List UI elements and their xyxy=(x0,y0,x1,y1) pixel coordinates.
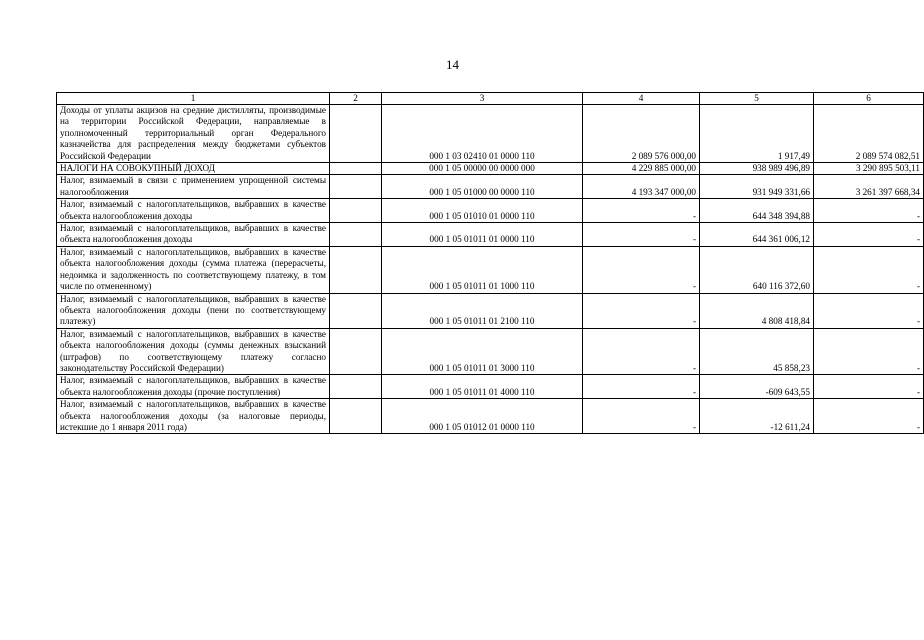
row-col2 xyxy=(330,328,382,375)
row-name: Налог, взимаемый с налогоплательщиков, выбравших в качестве объекта налогообложения доходы (за налоговые периоды, истекшие до 1 января 2011 года) xyxy=(57,399,330,434)
table-row xyxy=(57,293,924,328)
table-row xyxy=(57,199,924,223)
row-executed: 644 361 006,12 xyxy=(700,223,814,247)
row-executed: -609 643,55 xyxy=(700,375,814,399)
column-header-1: 1 xyxy=(57,93,330,105)
row-name: Налог, взимаемый в связи с применением упрощенной системы налогообложения xyxy=(57,175,330,199)
row-col2 xyxy=(330,223,382,247)
table-row xyxy=(57,163,924,175)
column-header-6: 6 xyxy=(814,93,924,105)
row-remaining: 2 089 574 082,51 xyxy=(814,105,924,163)
column-header-2: 2 xyxy=(330,93,382,105)
row-name: Налог, взимаемый с налогоплательщиков, выбравших в качестве объекта налогообложения доходы (суммы денежных взысканий (штрафов) по соответствующему платежу согласно законодательству Российской Федерации) xyxy=(57,328,330,375)
row-remaining: - xyxy=(814,223,924,247)
row-col2 xyxy=(330,293,382,328)
row-planned: - xyxy=(583,199,700,223)
row-executed: 45 858,23 xyxy=(700,328,814,375)
row-planned: - xyxy=(583,246,700,293)
row-name: Доходы от уплаты акцизов на средние дистилляты, производимые на территории Российской Федерации, направляемые в уполномоченный территориальный орган Федерального казначейства для распределения между бюджетами субъектов Российской Федерации xyxy=(57,105,330,163)
row-remaining: - xyxy=(814,375,924,399)
row-col2 xyxy=(330,163,382,175)
row-executed: 931 949 331,66 xyxy=(700,175,814,199)
row-name: Налог, взимаемый с налогоплательщиков, выбравших в качестве объекта налогообложения доходы xyxy=(57,223,330,247)
table-row xyxy=(57,399,924,434)
row-executed: 938 989 496,89 xyxy=(700,163,814,175)
table-row xyxy=(57,223,924,247)
table-row xyxy=(57,246,924,293)
row-name: Налог, взимаемый с налогоплательщиков, выбравших в качестве объекта налогообложения доходы (пени по соответствующему платежу) xyxy=(57,293,330,328)
row-code: 000 1 05 01011 01 3000 110 xyxy=(382,328,583,375)
row-planned: - xyxy=(583,293,700,328)
row-planned: - xyxy=(583,375,700,399)
row-col2 xyxy=(330,175,382,199)
row-remaining: - xyxy=(814,293,924,328)
row-remaining: - xyxy=(814,399,924,434)
row-code: 000 1 05 01010 01 0000 110 xyxy=(382,199,583,223)
column-header-3: 3 xyxy=(382,93,583,105)
row-code: 000 1 05 01000 00 0000 110 xyxy=(382,175,583,199)
row-executed: 640 116 372,60 xyxy=(700,246,814,293)
column-header-5: 5 xyxy=(700,93,814,105)
row-name: Налог, взимаемый с налогоплательщиков, выбравших в качестве объекта налогообложения доходы (прочие поступления) xyxy=(57,375,330,399)
header-row xyxy=(57,93,924,105)
table-row xyxy=(57,175,924,199)
table-row xyxy=(57,375,924,399)
column-header-4: 4 xyxy=(583,93,700,105)
row-col2 xyxy=(330,399,382,434)
row-code: 000 1 05 01011 01 4000 110 xyxy=(382,375,583,399)
row-col2 xyxy=(330,105,382,163)
row-executed: 4 808 418,84 xyxy=(700,293,814,328)
row-remaining: - xyxy=(814,246,924,293)
row-name: Налог, взимаемый с налогоплательщиков, выбравших в качестве объекта налогообложения доходы (сумма платежа (перерасчеты, недоимка и задолженность по соответствующему платежу, в том числе по отмененному) xyxy=(57,246,330,293)
row-code: 000 1 05 01011 01 1000 110 xyxy=(382,246,583,293)
table-row xyxy=(57,105,924,163)
row-code: 000 1 05 01012 01 0000 110 xyxy=(382,399,583,434)
row-planned: - xyxy=(583,223,700,247)
row-col2 xyxy=(330,199,382,223)
row-remaining: 3 290 895 503,11 xyxy=(814,163,924,175)
row-remaining: - xyxy=(814,328,924,375)
row-name: НАЛОГИ НА СОВОКУПНЫЙ ДОХОД xyxy=(57,163,330,175)
revenue-table xyxy=(56,92,924,434)
row-code: 000 1 05 00000 00 0000 000 xyxy=(382,163,583,175)
row-executed: 1 917,49 xyxy=(700,105,814,163)
row-planned: - xyxy=(583,328,700,375)
row-remaining: - xyxy=(814,199,924,223)
row-planned: 4 229 885 000,00 xyxy=(583,163,700,175)
row-planned: - xyxy=(583,399,700,434)
table-row xyxy=(57,328,924,375)
row-remaining: 3 261 397 668,34 xyxy=(814,175,924,199)
row-planned: 4 193 347 000,00 xyxy=(583,175,700,199)
page-number: 14 xyxy=(446,57,459,72)
row-col2 xyxy=(330,375,382,399)
row-code: 000 1 05 01011 01 2100 110 xyxy=(382,293,583,328)
row-code: 000 1 05 01011 01 0000 110 xyxy=(382,223,583,247)
row-planned: 2 089 576 000,00 xyxy=(583,105,700,163)
row-executed: 644 348 394,88 xyxy=(700,199,814,223)
row-name: Налог, взимаемый с налогоплательщиков, выбравших в качестве объекта налогообложения доходы xyxy=(57,199,330,223)
row-executed: -12 611,24 xyxy=(700,399,814,434)
row-col2 xyxy=(330,246,382,293)
row-code: 000 1 03 02410 01 0000 110 xyxy=(382,105,583,163)
